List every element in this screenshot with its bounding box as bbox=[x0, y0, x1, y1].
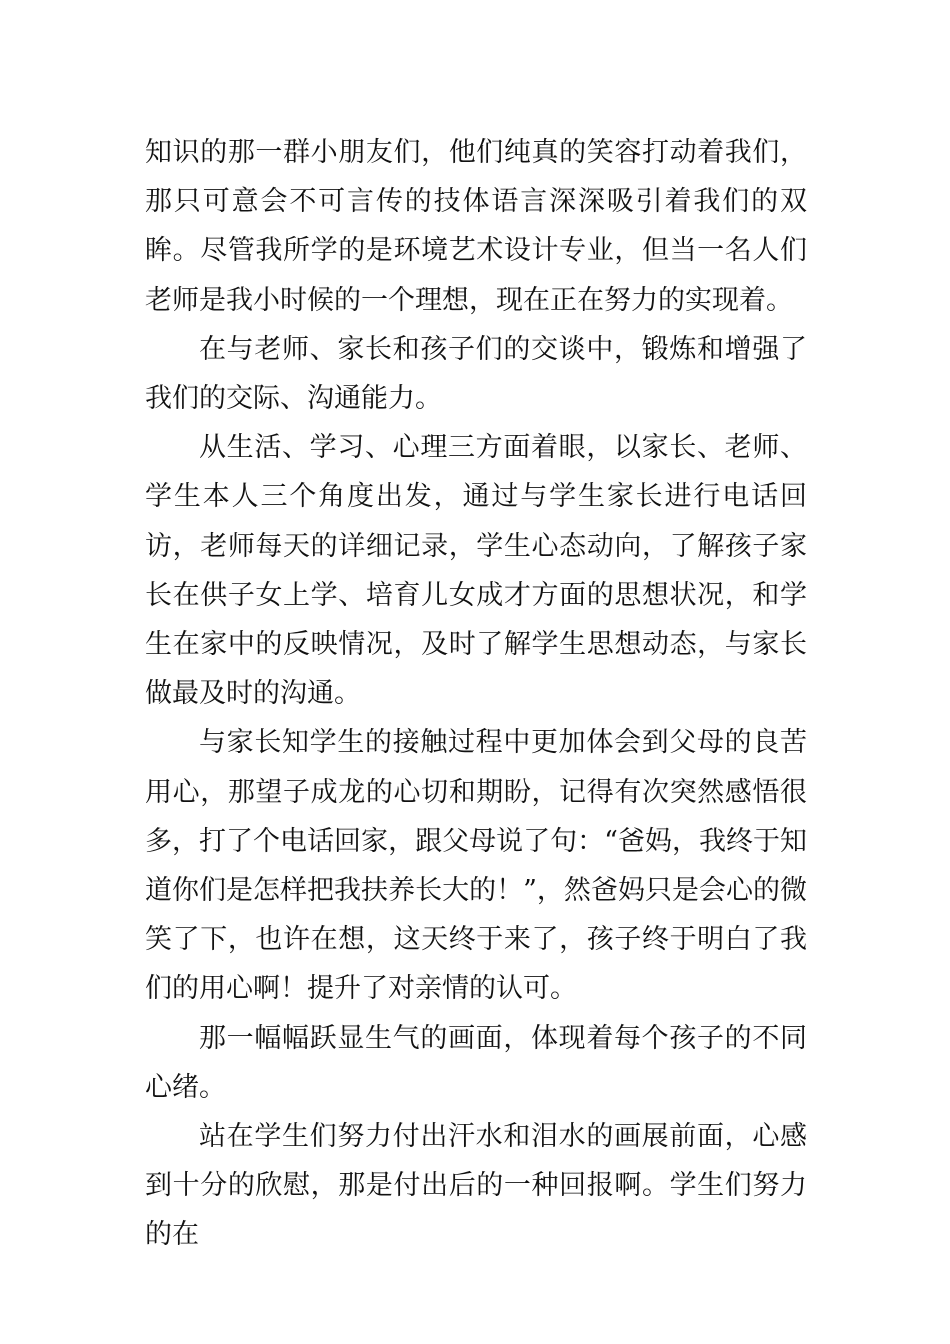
paragraph-5: 那一幅幅跃显生气的画面，体现着每个孩子的不同心绪。 bbox=[145, 1022, 807, 1103]
paragraph-4: 与家长知学生的接触过程中更加体会到父母的良苦用心，那望子成龙的心切和期盼，记得有次突然感悟很多，打了个电话回家，跟父母说了句：“爸妈，我终于知道你们是怎样把我扶养长大的！”，然爸妈只是会心的微笑了下，也许在想，这天终于来了，孩子终于明白了我们的用心啊！提升了对亲情的认可。 bbox=[145, 727, 807, 1005]
paragraph-6: 站在学生们努力付出汗水和泪水的画展前面，心感到十分的欣慰，那是付出后的一种回报啊。学生们努力的在 bbox=[145, 1121, 807, 1251]
paragraph-2: 在与老师、家长和孩子们的交谈中，锻炼和增强了我们的交际、沟通能力。 bbox=[145, 333, 807, 415]
paragraph-3: 从生活、学习、心理三方面着眼，以家长、老师、学生本人三个角度出发，通过与学生家长进行电话回访，老师每天的详细记录，学生心态动向，了解孩子家长在供子女上学、培育儿女成才方面的思想状况，和学生在家中的反映情况，及时了解学生思想动态，与家长做最及时的沟通。 bbox=[145, 432, 807, 710]
paragraph-1: 知识的那一群小朋友们，他们纯真的笑容打动着我们，那只可意会不可言传的技体语言深深吸引着我们的双眸。尽管我所学的是环境艺术设计专业，但当一名人们老师是我小时候的一个理想，现在正在努力的实现着。 bbox=[145, 137, 807, 316]
document-body bbox=[145, 128, 807, 1260]
